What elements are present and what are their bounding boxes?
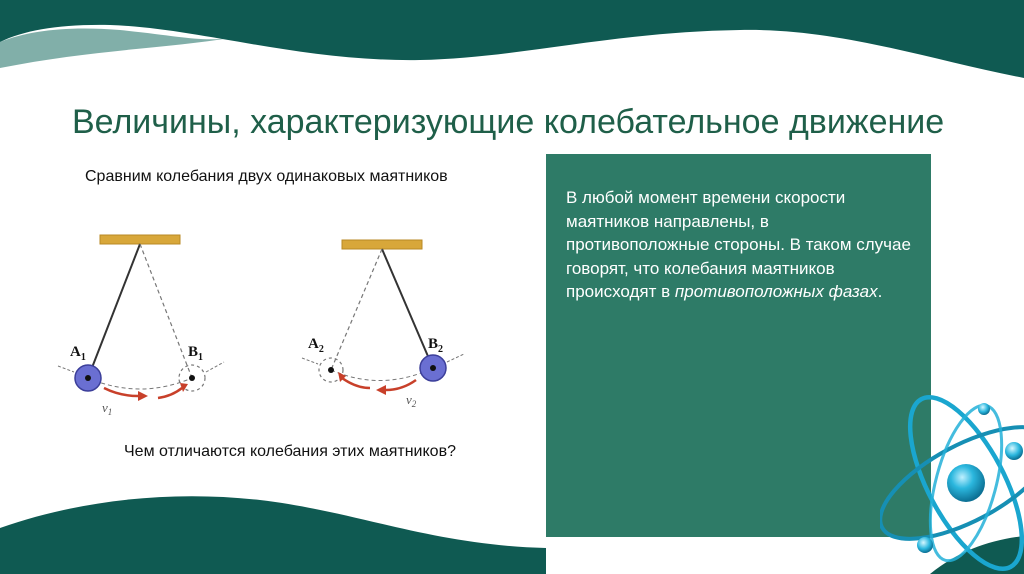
- left-pendulum-arc: [88, 378, 192, 389]
- right-velocity-label: $v_2$: [406, 392, 417, 409]
- pendulums-figure: [40, 220, 510, 430]
- slide-title: Величины, характеризующие колебательное движение: [72, 103, 945, 141]
- right-pendulum-dashed-string: [331, 249, 382, 370]
- left-pendulum: [58, 235, 224, 417]
- explanation-emphasis: противоположных фазах: [674, 282, 878, 301]
- left-pendulum-right-tick: [206, 362, 224, 372]
- right-pendulum-left-tick: [302, 358, 318, 364]
- left-pendulum-left-tick: [58, 366, 74, 372]
- left-pendulum-ghost-center: [189, 375, 195, 381]
- right-pendulum-arc: [331, 368, 433, 381]
- right-label-a: $A_2$: [308, 336, 324, 355]
- right-velocity-arrow-2: [386, 380, 416, 390]
- left-pendulum-bob-center: [85, 375, 91, 381]
- right-pendulum: [302, 240, 464, 409]
- right-pendulum-support: [342, 240, 422, 249]
- atom-icon: [880, 375, 1024, 574]
- left-pendulum-string: [88, 244, 140, 378]
- explanation-panel: [546, 154, 931, 537]
- left-label-b: $B_1$: [188, 344, 204, 363]
- left-velocity-arrowhead-1: [138, 391, 148, 401]
- right-label-b: $B_2$: [428, 336, 444, 355]
- explanation-text: [566, 186, 911, 304]
- left-velocity-arrow-1: [104, 388, 138, 396]
- right-pendulum-right-tick: [447, 354, 464, 362]
- left-velocity-arrow-2: [158, 388, 182, 398]
- left-velocity-label: $v_1$: [102, 400, 113, 417]
- right-pendulum-bob-center: [430, 365, 436, 371]
- right-pendulum-string: [382, 249, 433, 368]
- atom-electron-3: [978, 403, 990, 415]
- atom-nucleus: [947, 464, 985, 502]
- left-pendulum-dashed-string: [140, 244, 192, 378]
- caption-question: Чем отличаются колебания этих маятников?: [124, 443, 456, 460]
- explanation-end: .: [877, 282, 883, 301]
- right-velocity-arrowhead-2: [376, 385, 386, 395]
- right-pendulum-ghost-center: [328, 367, 334, 373]
- left-label-a: $A_1$: [70, 344, 86, 363]
- explanation-main: В любой момент времени скорости маятников направлены, в противоположные стороны. В таком случае говорят, что колебания маятников происходят в: [566, 188, 911, 301]
- atom-electron-2: [917, 537, 933, 553]
- atom-electron-1: [1005, 442, 1023, 460]
- caption-compare-pendulums: Сравним колебания двух одинаковых маятников: [85, 168, 448, 185]
- left-pendulum-support: [100, 235, 180, 244]
